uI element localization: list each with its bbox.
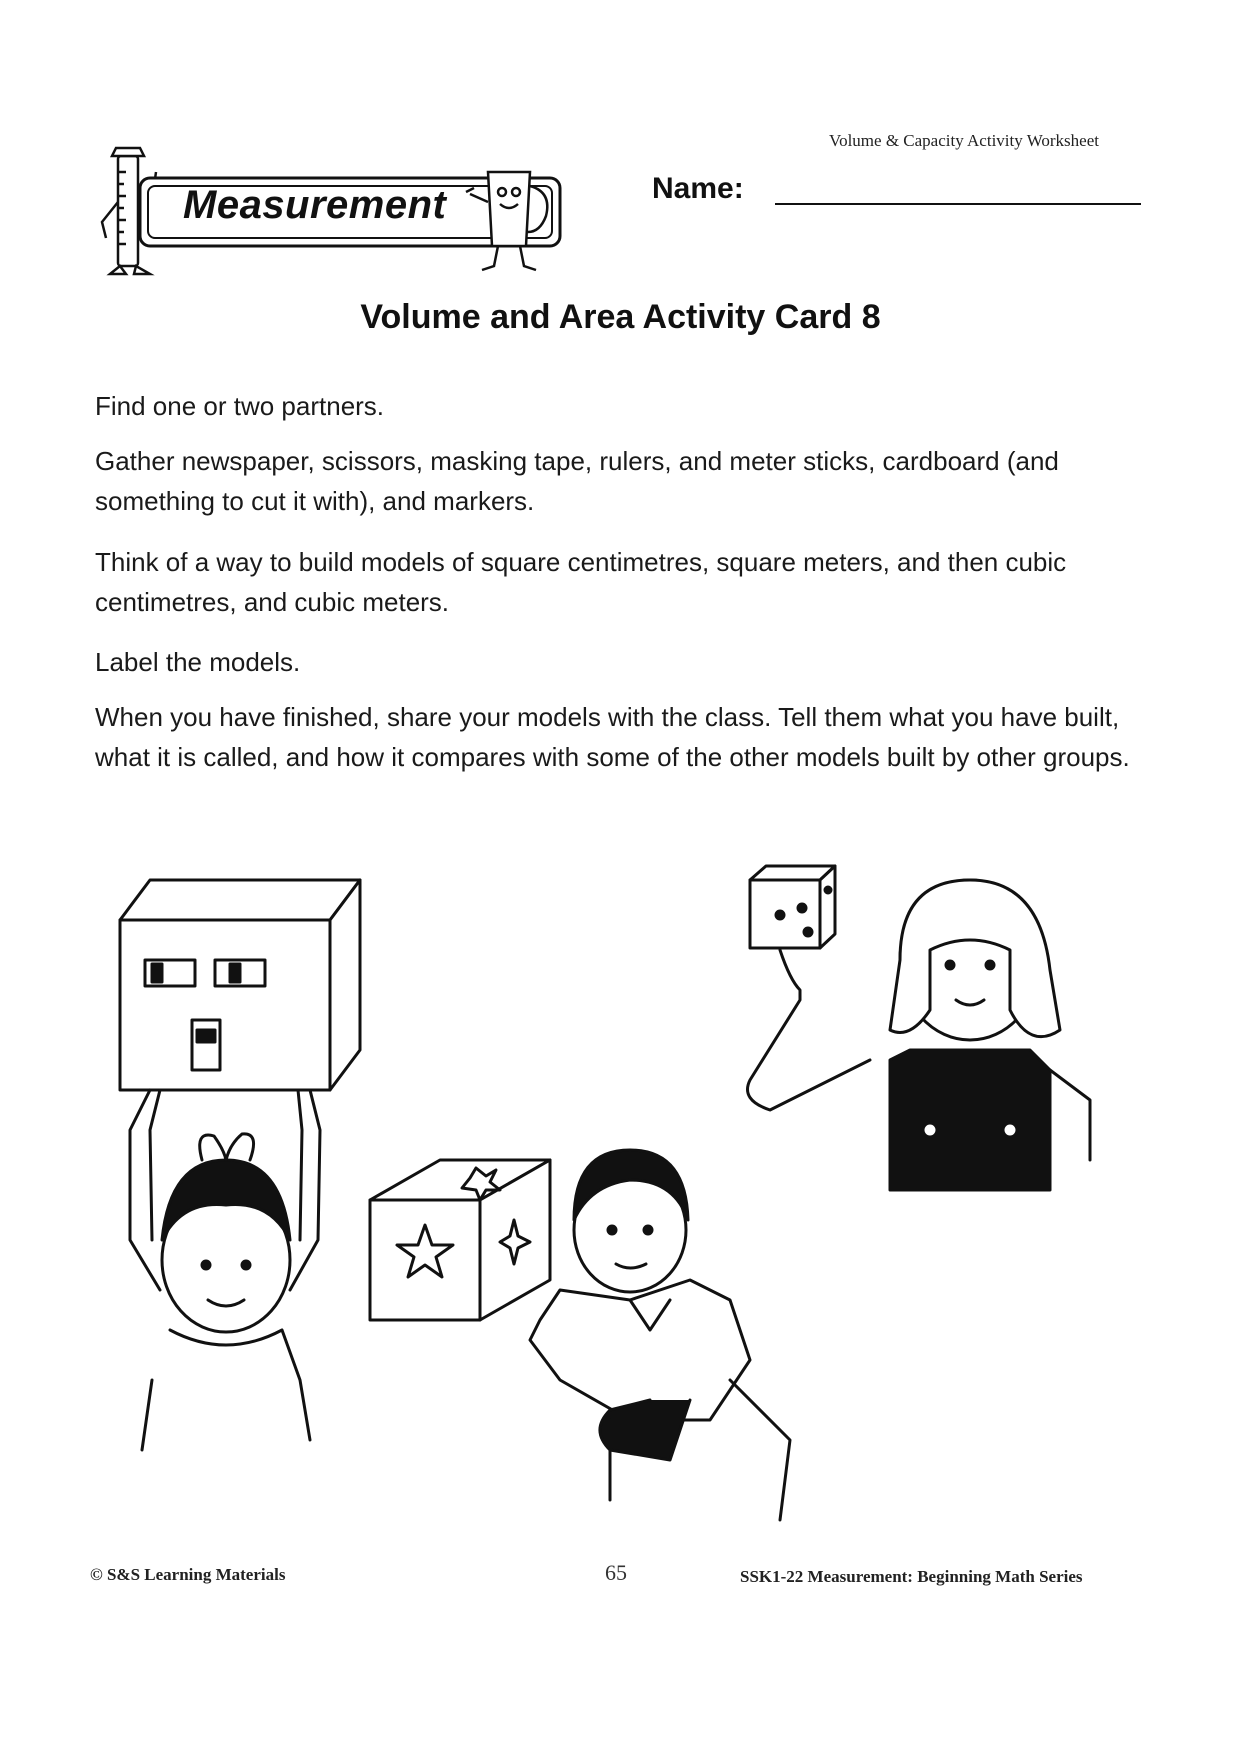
star-box-model-icon [370, 1160, 550, 1320]
instruction-paragraph: Gather newspaper, scissors, masking tape, rulers, and meter sticks, cardboard (and something to cut it with), and markers. [95, 446, 1059, 516]
large-box-model-icon [120, 880, 360, 1090]
instruction-paragraph: Find one or two partners. [95, 391, 385, 421]
small-cube-model-icon [750, 866, 835, 948]
worksheet-label: Volume & Capacity Activity Worksheet [829, 131, 1099, 150]
name-field-line[interactable] [775, 203, 1141, 205]
activity-card-title: Volume and Area Activity Card 8 [360, 298, 881, 336]
series-text: SSK1-22 Measurement: Beginning Math Series [740, 1567, 1083, 1586]
copyright-text: © S&S Learning Materials [90, 1565, 286, 1584]
page-number: 65 [605, 1560, 627, 1585]
instruction-paragraph: When you have finished, share your models with the class. Tell them what you have built, what it is called, and how it compares with some of the other models built by other groups. [95, 702, 1130, 772]
boy-holding-box-icon [530, 1150, 790, 1520]
instruction-paragraph: Label the models. [95, 647, 301, 677]
banner-title: Measurement [183, 183, 447, 227]
girl-lifting-box-icon [130, 1090, 320, 1450]
children-with-models-illustration [90, 860, 1170, 1550]
instruction-paragraph: Think of a way to build models of square centimetres, square meters, and then cubic centimetres, and cubic meters. [95, 547, 1067, 617]
name-label: Name: [652, 172, 744, 205]
